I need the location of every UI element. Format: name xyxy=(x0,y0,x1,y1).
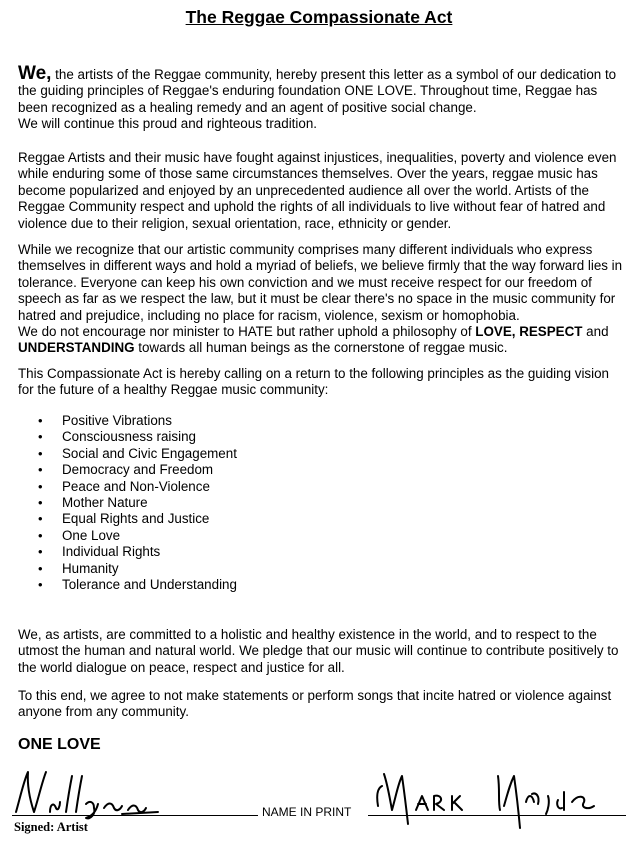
list-item: • Peace and Non-Violence xyxy=(38,478,210,494)
bullet-icon: • xyxy=(38,462,43,478)
commitment-line: the world dialogue on peace, respect and justice for all. xyxy=(18,659,345,675)
tolerance-line: hatred and prejudice, including no place for racism, violence, sexism or homophobia. xyxy=(18,307,520,323)
bullet-icon: • xyxy=(38,544,43,560)
list-item: • Equal Rights and Justice xyxy=(38,511,210,527)
intro-paragraph xyxy=(18,63,630,133)
artists-line: violence due to their religion, sexual orientation, race, ethnicity or gender. xyxy=(18,215,452,231)
document-title: The Reggae Compassionate Act xyxy=(185,7,453,27)
name-in-print-label: NAME IN PRINT xyxy=(262,805,352,819)
artists-line: Reggae Artists and their music have fought against injustices, inequalities, poverty and violence even xyxy=(18,150,617,165)
artists-line: Reggae Community respect and uphold the rights of all individuals to live without fear of hatred and xyxy=(18,199,606,215)
list-item: • Individual Rights xyxy=(38,544,161,560)
list-item: • Consciousness raising xyxy=(38,429,196,445)
artist-signature xyxy=(12,768,172,820)
principles-intro-paragraph xyxy=(18,366,630,399)
closing-one-love: ONE LOVE xyxy=(18,736,101,753)
tolerance-line: We do not encourage nor minister to HATE but rather uphold a philosophy of LOVE, RESPECT and xyxy=(18,324,609,340)
artists-paragraph xyxy=(18,150,630,232)
bullet-icon: • xyxy=(38,560,43,576)
bullet-icon: • xyxy=(38,576,43,592)
agreement-paragraph xyxy=(18,688,630,721)
principles-intro-line: This Compassionate Act is hereby calling on a return to the following principles as the guiding vision xyxy=(18,366,609,381)
printed-name-handwriting xyxy=(372,766,622,838)
agreement-line: To this end, we agree to not make statements or perform songs that incite hatred or violence against xyxy=(18,688,612,703)
artists-line: while enduring some of those same circumstances themselves. Over the years, reggae music has xyxy=(18,166,598,182)
bullet-icon: • xyxy=(38,445,43,461)
tolerance-line: UNDERSTANDING towards all human beings as the cornerstone of reggae music. xyxy=(18,340,508,356)
bullet-icon: • xyxy=(38,494,43,510)
bullet-icon: • xyxy=(38,413,43,428)
bullet-icon: • xyxy=(38,429,43,445)
tolerance-paragraph xyxy=(18,242,630,357)
signature-line xyxy=(12,815,258,816)
signed-artist-label: Signed: Artist xyxy=(14,820,88,834)
love-respect-emphasis: LOVE, RESPECT xyxy=(475,324,583,340)
list-item: • Humanity xyxy=(38,560,119,576)
bullet-icon: • xyxy=(38,511,43,527)
principles-intro-line: for the future of a healthy Reggae music community: xyxy=(18,382,329,398)
tolerance-line: themselves in different ways and hold a myriad of beliefs, we believe firmly that the way forward lies in xyxy=(18,258,623,274)
tolerance-line: speech as far as we respect the law, but it must be clear there's no space in the music community for xyxy=(18,291,616,307)
intro-lead-word: We, xyxy=(18,63,52,84)
bullet-icon: • xyxy=(38,478,43,494)
list-item: • Social and Civic Engagement xyxy=(38,445,237,461)
tolerance-line: tolerance. Everyone can keep his own conviction and we must receive respect for our freedom of xyxy=(18,274,592,290)
name-in-print-line xyxy=(368,815,626,816)
principles-list xyxy=(36,413,237,593)
list-item: • Tolerance and Understanding xyxy=(38,576,237,592)
understanding-emphasis: UNDERSTANDING xyxy=(18,340,135,356)
list-item: • One Love xyxy=(38,527,121,543)
intro-line: been recognized as a healing remedy and an agent of positive social change. xyxy=(18,99,477,115)
bullet-icon: • xyxy=(38,527,43,543)
commitment-line: We, as artists, are committed to a holistic and healthy existence in the world, and to respect to the xyxy=(18,627,597,642)
agreement-line: anyone from any community. xyxy=(18,704,189,720)
list-item: • Democracy and Freedom xyxy=(38,462,214,478)
commitment-paragraph xyxy=(18,627,630,676)
list-item: • Positive Vibrations xyxy=(38,413,172,428)
commitment-line: utmost the human and natural world. We pledge that our music will continue to contribute positively to xyxy=(18,643,619,659)
artists-line: become popularized and enjoyed by an unprecedented audience all over the world. Artists of the xyxy=(18,182,589,198)
intro-line: We will continue this proud and righteous tradition. xyxy=(18,116,317,132)
list-item: • Mother Nature xyxy=(38,494,148,510)
intro-line: the guiding principles of Reggae's enduring foundation ONE LOVE. Throughout time, Reggae has xyxy=(18,83,598,99)
intro-line: We, the artists of the Reggae community, hereby present this letter as a symbol of our dedication to xyxy=(18,63,617,84)
tolerance-line: While we recognize that our artistic community comprises many different individuals who express xyxy=(18,242,593,257)
